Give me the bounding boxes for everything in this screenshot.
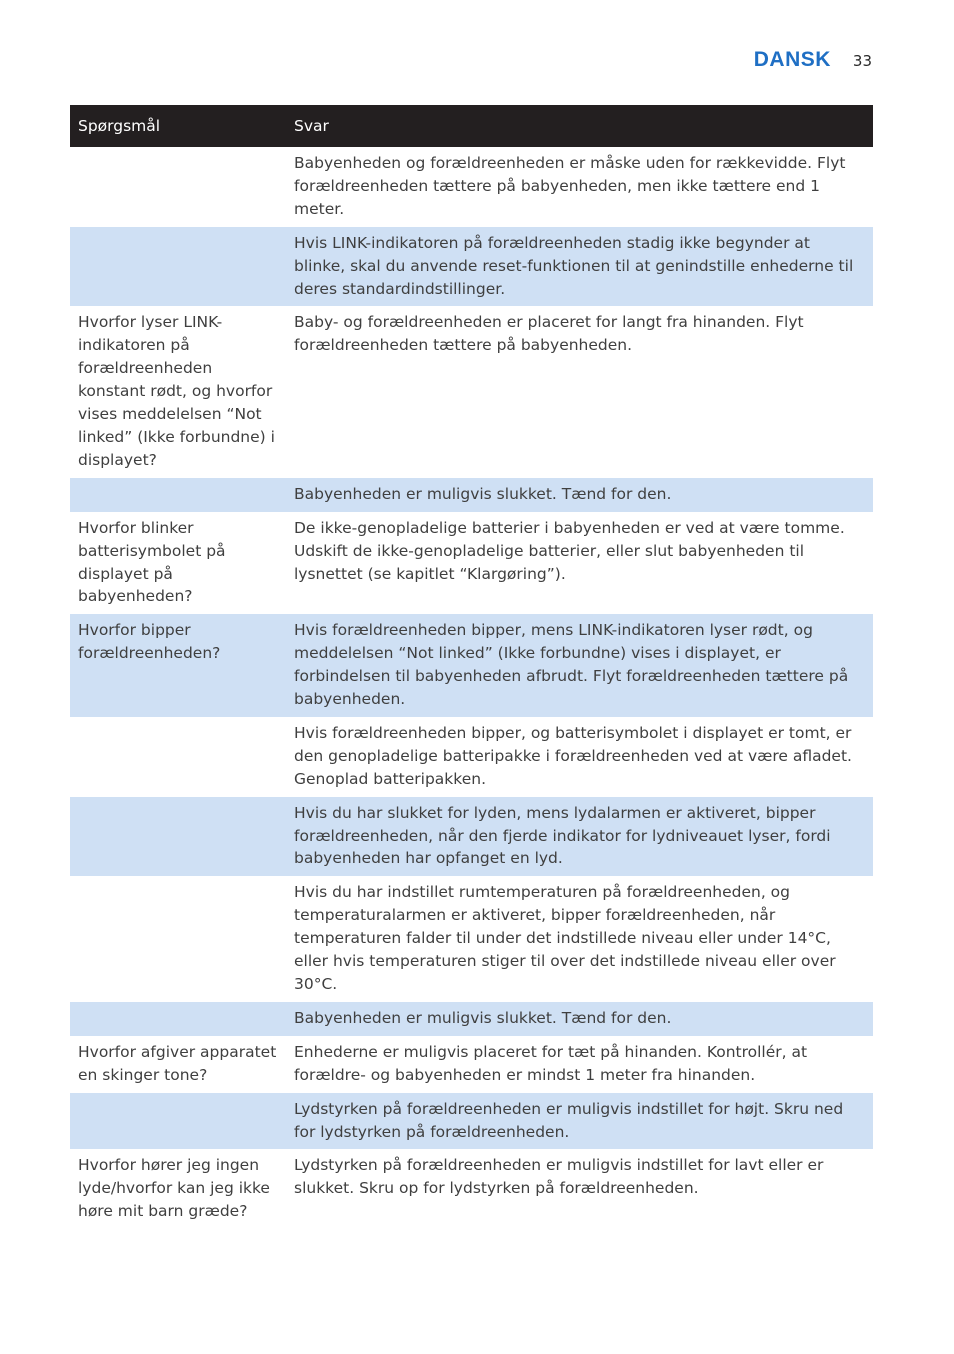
table-row bbox=[70, 306, 873, 477]
table-row bbox=[70, 512, 873, 615]
table-row bbox=[70, 227, 873, 307]
answer-cell: Lydstyrken på forældreenheden er muligvis indstillet for lavt eller er slukket. Skru op for lydstyrken på forældreenheden. bbox=[294, 1156, 824, 1198]
answer-cell: Babyenheden er muligvis slukket. Tænd for den. bbox=[286, 1002, 873, 1036]
answer-cell: Babyenheden og forældreenheden er måske uden for rækkevidde. Flyt forældreenheden tættere på babyenheden, men ikke tættere end 1 meter. bbox=[294, 154, 846, 218]
answer-cell: Babyenheden er muligvis slukket. Tænd for den. bbox=[286, 478, 873, 512]
answer-cell: Hvis forældreenheden bipper, og batterisymbolet i displayet er tomt, er den genopladelige batteripakke i forældreenheden ved at være afladet. Genoplad batteripakken. bbox=[294, 723, 852, 788]
page-header bbox=[754, 48, 872, 72]
answer-cell: Hvis forældreenheden bipper, mens LINK-indikatoren lyser rødt, og meddelelsen “Not linked” (Ikke forbundne) vises i displayet, er forbindelsen til babyenheden afbrudt. Flyt forældreenheden tættere på babyenheden. bbox=[286, 614, 873, 717]
table-body bbox=[70, 147, 873, 1229]
table-row bbox=[70, 614, 873, 717]
question-cell bbox=[70, 717, 286, 797]
answer-cell: Lydstyrken på forældreenheden er muligvis indstillet for højt. Skru ned for lydstyrken på forældreenheden. bbox=[286, 1093, 873, 1150]
table-row bbox=[70, 1002, 873, 1036]
page-number: 33 bbox=[852, 52, 872, 70]
answer-cell: De ikke-genopladelige batterier i babyenheden er ved at være tomme. Udskift de ikke-genopladelige batterier, eller slut babyenheden til lysnettet (se kapitlet “Klargøring”). bbox=[294, 518, 845, 583]
column-header-question: Spørgsmål bbox=[70, 105, 286, 147]
question-cell bbox=[70, 876, 286, 1002]
table-header-row bbox=[70, 105, 873, 147]
answer-cell: Hvis du har indstillet rumtemperaturen på forældreenheden, og temperaturalarmen er aktiveret, bipper forældreenheden, når temperaturen falder til under det indstillede niveau eller under 14°C, eller hvis temperaturen stiger til over det indstillede niveau eller over 30°C. bbox=[294, 883, 836, 993]
table-row bbox=[70, 1149, 873, 1229]
language-label: DANSK bbox=[753, 48, 831, 71]
answer-cell: Hvis LINK-indikatoren på forældreenheden stadig ikke begynder at blinke, skal du anvende reset-funktionen til at genindstille enhederne til deres standardindstillinger. bbox=[286, 227, 873, 307]
table-row bbox=[70, 147, 873, 227]
question-cell bbox=[70, 478, 286, 512]
question-cell bbox=[70, 797, 286, 877]
question-cell: Hvorfor bipper forældreenheden? bbox=[70, 614, 286, 717]
answer-cell: Hvis du har slukket for lyden, mens lydalarmen er aktiveret, bipper forældreenheden, når den fjerde indikator for lydniveauet lyser, fordi babyenheden har opfanget en lyd. bbox=[286, 797, 873, 877]
question-cell: Hvorfor afgiver apparatet en skinger tone? bbox=[78, 1042, 277, 1084]
table-row bbox=[70, 797, 873, 877]
column-header-answer: Svar bbox=[286, 105, 873, 147]
question-cell bbox=[70, 147, 286, 227]
table-row bbox=[70, 876, 873, 1002]
question-cell bbox=[70, 1093, 286, 1150]
question-cell: Hvorfor lyser LINK-indikatoren på forældreenheden konstant rødt, og hvorfor vises meddelelsen “Not linked” (Ikke forbundne) i displayet? bbox=[78, 313, 275, 469]
table-row bbox=[70, 717, 873, 797]
question-cell bbox=[70, 1002, 286, 1036]
question-cell: Hvorfor blinker batterisymbolet på displayet på babyenheden? bbox=[78, 518, 226, 606]
answer-cell: Enhederne er muligvis placeret for tæt på hinanden. Kontrollér, at forældre- og babyenheden er mindst 1 meter fra hinanden. bbox=[294, 1042, 808, 1084]
table-row bbox=[70, 478, 873, 512]
answer-cell: Baby- og forældreenheden er placeret for langt fra hinanden. Flyt forældreenheden tættere på babyenheden. bbox=[294, 313, 804, 355]
table-row bbox=[70, 1036, 873, 1093]
table-row bbox=[70, 1093, 873, 1150]
faq-table bbox=[70, 105, 873, 1229]
question-cell bbox=[70, 227, 286, 307]
question-cell: Hvorfor hører jeg ingen lyde/hvorfor kan jeg ikke høre mit barn græde? bbox=[78, 1156, 270, 1221]
